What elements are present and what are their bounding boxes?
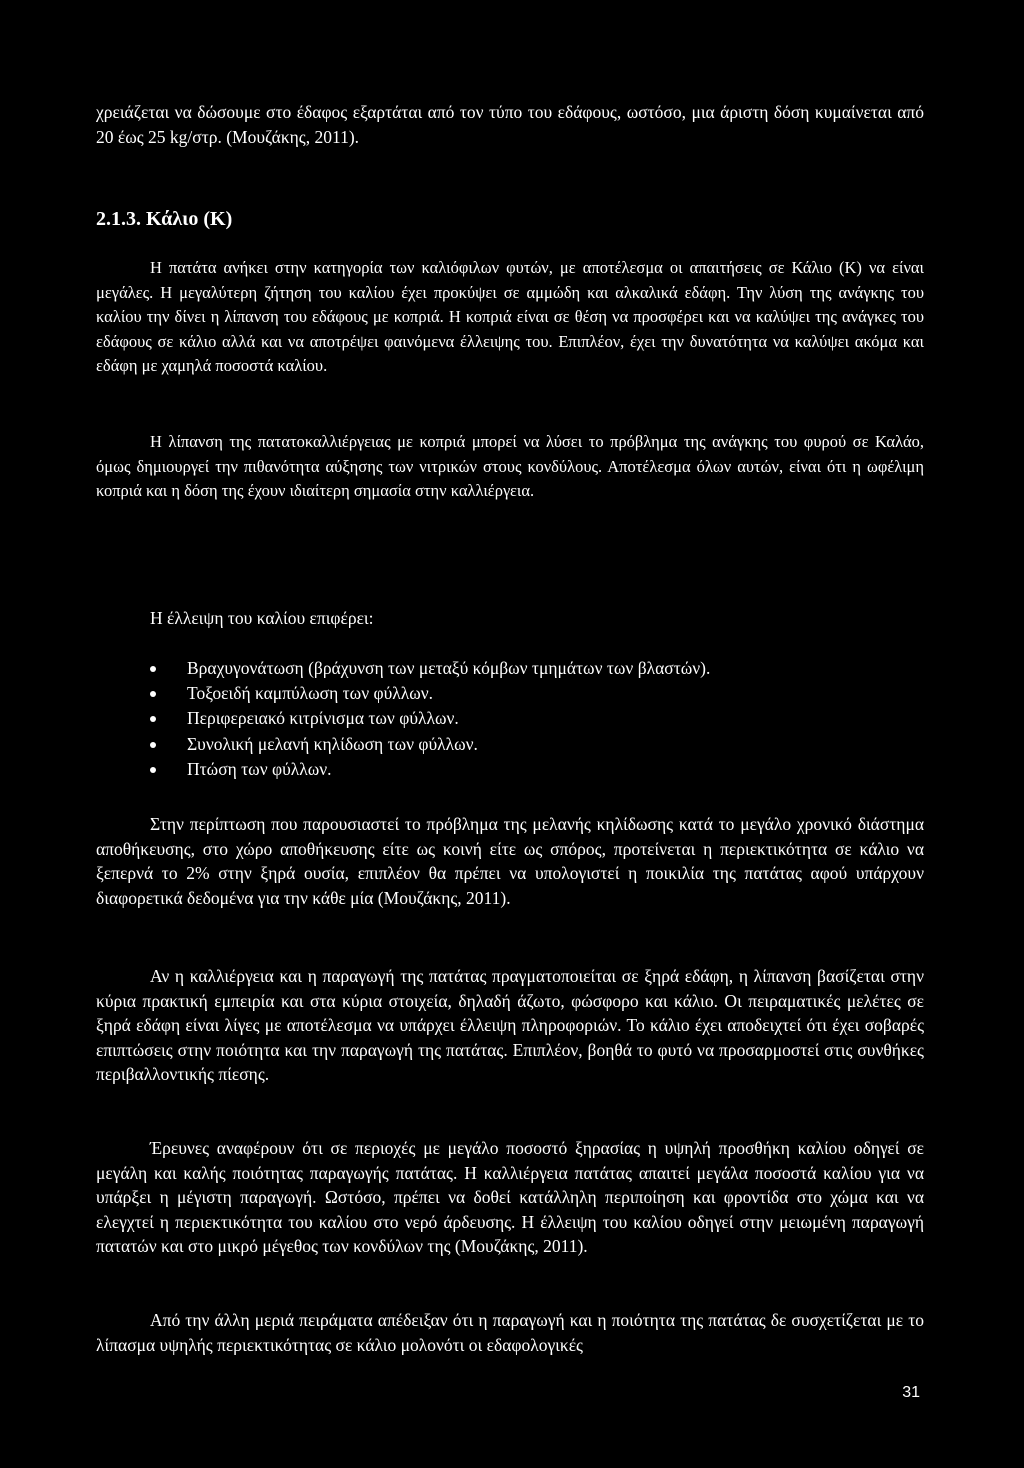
list-intro: Η έλλειψη του καλίου επιφέρει: [150,608,374,628]
list-item: Τοξοειδή καμπύλωση των φύλλων. [150,681,710,706]
list-item: Περιφερειακό κιτρίνισμα των φύλλων. [150,706,710,731]
dry-soil-paragraph-text: Αν η καλλιέργεια και η παραγωγή της πατάτας πραγματοποιείται σε ξηρά εδάφη, η λίπανση βασίζεται στην κύρια πρακτική εμπειρία και στα κύρια στοιχεία, δηλαδή άζωτο, φώσφορο και κάλιο. Οι πειραματικές μελέτες σε ξηρά εδάφη είναι λίγες με αποτέλεσμα να υπάρχει έλλειψη πληροφοριών. Το κάλιο έχει αποδειχτεί ότι έχει σοβαρές επιπτώσεις στην ποιότητα και την παραγωγή της πατάτας. Επιπλέον, βοηθά το φυτό να προσαρμοστεί στις συνθήκες περιβαλλοντικής πίεσης. [96,966,924,1084]
symptom-list [150,656,710,782]
storage-paragraph [96,812,924,910]
section-paragraph-1 [96,256,924,379]
final-paragraph-text: Από την άλλη μεριά πειράματα απέδειξαν ότι η παραγωγή και η ποιότητα της πατάτας δε συσχετίζεται με το λίπασμα υψηλής περιεκτικότητας σε κάλιο μολονότι οι εδαφολογικές [96,1310,924,1355]
section-paragraph-2 [96,430,924,504]
list-item: Πτώση των φύλλων. [150,757,710,782]
intro-paragraph [96,100,924,149]
research-paragraph-text: Έρευνες αναφέρουν ότι σε περιοχές με μεγάλο ποσοστό ξηρασίας η υψηλή προσθήκη καλίου οδηγεί σε μεγάλη και καλής ποιότητας παραγωγής πατάτας. Η καλλιέργεια πατάτας απαιτεί μεγάλα ποσοστά καλίου για να υπάρξει η μέγιστη παραγωγή. Ωστόσο, πρέπει να δοθεί κατάλληλη περιποίηση και φροντίδα στο χώμα και να ελεγχτεί η περιεκτικότητα του καλίου στο νερό άρδευσης. Η έλλειψη του καλίου οδηγεί στην μειωμένη παραγωγή πατατών και στο μικρό μέγεθος των κονδύλων της (Μουζάκης, 2011). [96,1138,924,1256]
list-item: Βραχυγονάτωση (βράχυνση των μεταξύ κόμβων τμημάτων των βλαστών). [150,656,710,681]
final-paragraph [96,1308,924,1357]
section-heading: 2.1.3. Κάλιο (Κ) [96,208,233,230]
page-number: 31 [902,1384,920,1401]
section-paragraph-2-text: Η λίπανση της πατατοκαλλιέργειας με κοπριά μπορεί να λύσει το πρόβλημα της ανάγκης του φυρού σε Καλάο, όμως δημιουργεί την πιθανότητα αύξησης των νιτρικών στους κονδύλους. Αποτέλεσμα όλων αυτών, είναι ότι η ωφέλιμη κοπριά και η δόση της έχουν ιδιαίτερη σημασία στην καλλιέργεια. [96,432,924,500]
dry-soil-paragraph [96,964,924,1087]
storage-paragraph-text: Στην περίπτωση που παρουσιαστεί το πρόβλημα της μελανής κηλίδωσης κατά το μεγάλο χρονικό διάστημα αποθήκευσης, στο χώρο αποθήκευσης είτε ως κοινή είτε ως σπόρος, προτείνεται η περιεκτικότητα σε κάλιο να ξεπερνά το 2% στην ξηρά ουσία, επιπλέον θα πρέπει να υπολογιστεί η ποικιλία της πατάτας αφού υπάρχουν διαφορετικά δεδομένα για την κάθε μία (Μουζάκης, 2011). [96,814,924,908]
list-item: Συνολική μελανή κηλίδωση των φύλλων. [150,732,710,757]
section-paragraph-1-text: Η πατάτα ανήκει στην κατηγορία των καλιόφιλων φυτών, με αποτέλεσμα οι απαιτήσεις σε Κάλιο (Κ) να είναι μεγάλες. Η μεγαλύτερη ζήτηση του καλίου έχει προκύψει σε αμμώδη και αλκαλικά εδάφη. Την λύση της ανάγκης του καλίου την δίνει η λίπανση του εδάφους με κοπριά. Η κοπριά είναι σε θέση να προσφέρει και να καλύψει της ανάγκες του εδάφους σε κάλιο αλλά και να αποτρέψει φαινόμενα έλλειψης του. Επιπλέον, έχει την δυνατότητα να καλύψει ακόμα και εδάφη με χαμηλά ποσοστά καλίου. [96,258,924,375]
research-paragraph [96,1136,924,1259]
intro-text: χρειάζεται να δώσουμε στο έδαφος εξαρτάται από τον τύπο του εδάφους, ωστόσο, μια άριστη δόση κυμαίνεται από 20 έως 25 kg/στρ. (Μουζάκης, 2011). [96,102,924,147]
